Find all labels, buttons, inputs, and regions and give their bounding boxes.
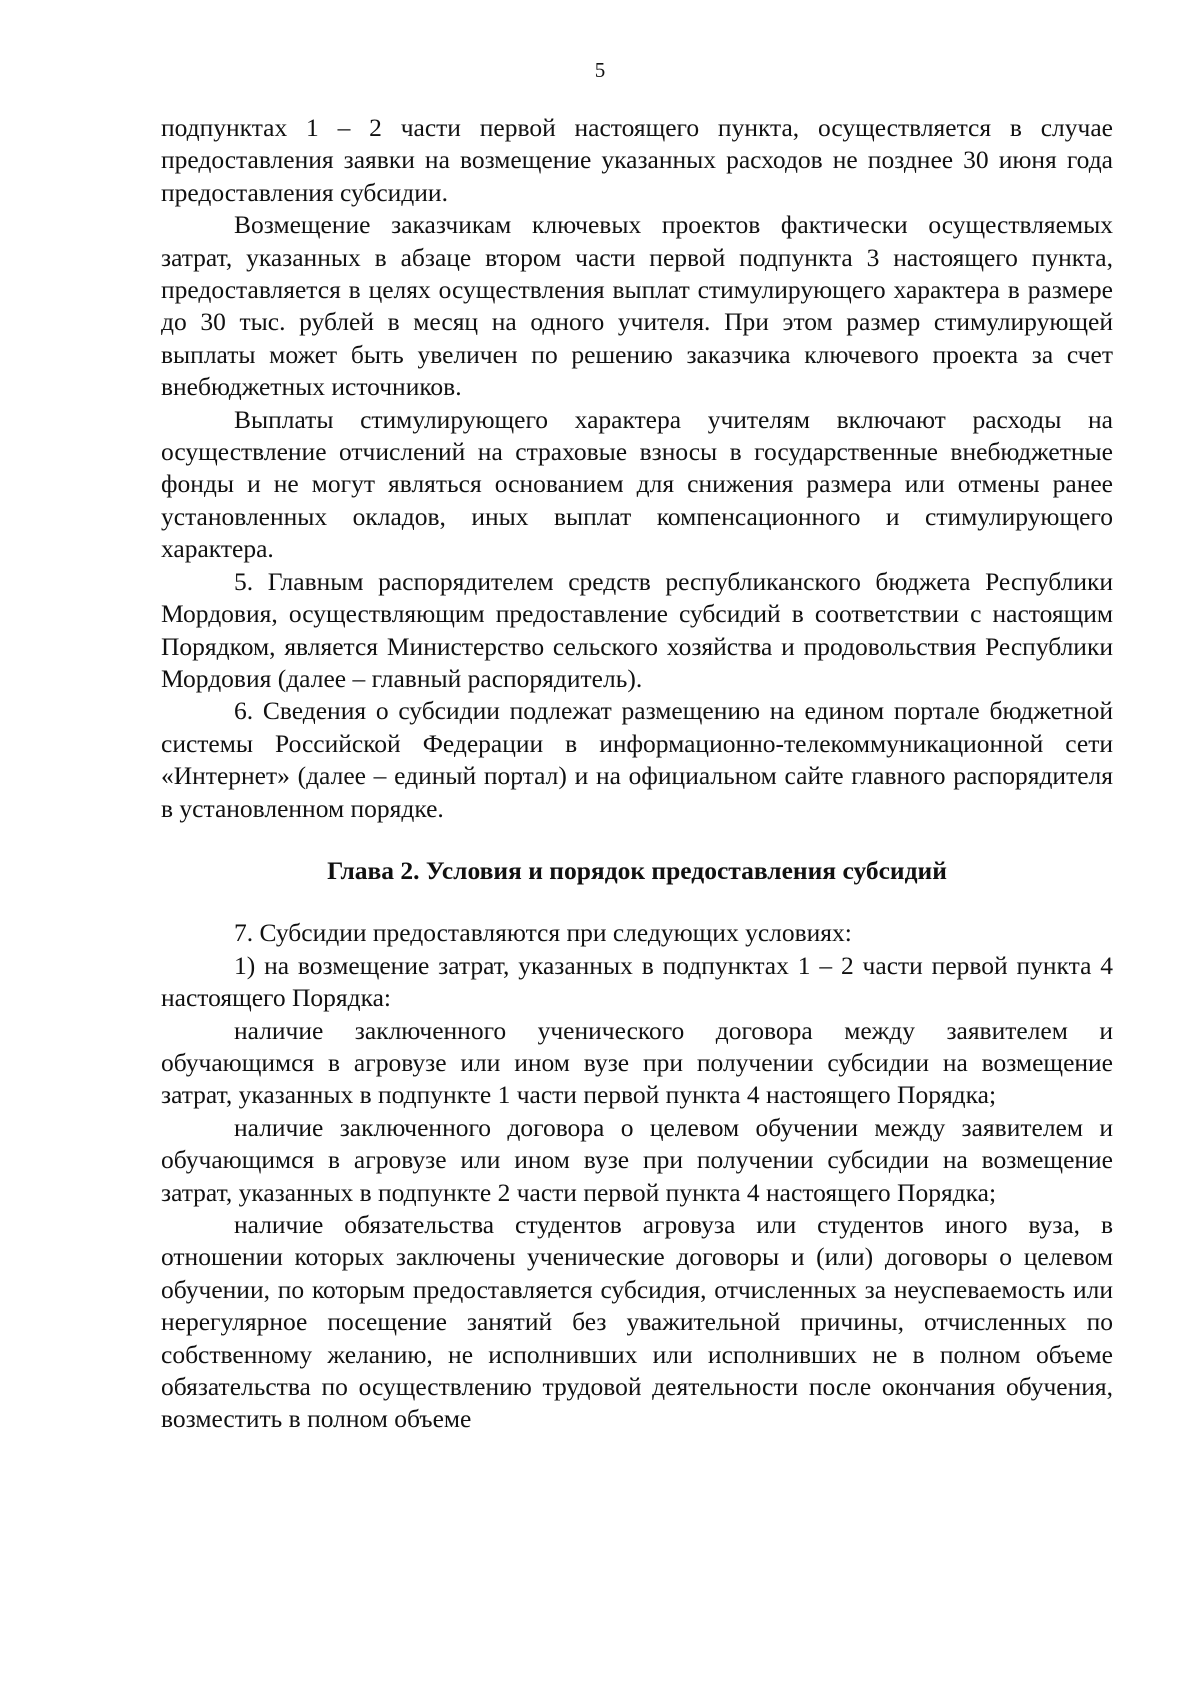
paragraph-item-5: 5. Главным распорядителем средств республиканского бюджета Республики Мордовия, осуществляющим предоставление субсидий в соответствии с настоящим Порядком, является Министерство сельского хозяйства и продовольствия Республики Мордовия (далее – главный распорядитель). xyxy=(161,566,1113,693)
paragraph-compensation: Возмещение заказчикам ключевых проектов фактически осуществляемых затрат, указанных в абзаце втором части первой подпункта 3 настоящего пункта, предоставляется в целях осуществления выплат стимулирующего характера в размере до 30 тыс. рублей в месяц на одного учителя. При этом размер стимулирующей выплаты может быть увеличен по решению заказчика ключевого проекта за счет внебюджетных источников. xyxy=(161,210,1113,402)
paragraph-subitem-1: 1) на возмещение затрат, указанных в подпунктах 1 – 2 части первой пункта 4 настоящего Порядка: xyxy=(161,950,1113,1013)
paragraph-condition-1: наличие заключенного ученического договора между заявителем и обучающимся в агровузе или ином вузе при получении субсидии на возмещение затрат, указанных в подпункте 1 части первой пункта 4 настоящего Порядка; xyxy=(161,1015,1113,1110)
paragraph-item-7: 7. Субсидии предоставляются при следующих условиях: xyxy=(234,918,852,948)
paragraph-item-6: 6. Сведения о субсидии подлежат размещению на едином портале бюджетной системы Российской Федерации в информационно-телекоммуникационной сети «Интернет» (далее – единый портал) и на официальном сайте главного распорядителя в установленном порядке. xyxy=(161,696,1113,823)
paragraph-continuation: подпунктах 1 – 2 части первой настоящего пункта, осуществляется в случае предоставления заявки на возмещение указанных расходов не позднее 30 июня года предоставления субсидии. xyxy=(161,113,1113,207)
paragraph-payments: Выплаты стимулирующего характера учителям включают расходы на осуществление отчислений на страховые взносы в государственные внебюджетные фонды и не могут являться основанием для снижения размера или отмены ранее установленных окладов, иных выплат компенсационного и стимулирующего характера. xyxy=(161,404,1113,564)
page-number: 5 xyxy=(594,58,606,82)
chapter-heading: Глава 2. Условия и порядок предоставления субсидий xyxy=(327,855,947,885)
document-body xyxy=(161,112,1113,1436)
paragraph-condition-2: наличие заключенного договора о целевом обучении между заявителем и обучающимся в агровузе или ином вузе при получении субсидии на возмещение затрат, указанных в подпункте 2 части первой пункта 4 настоящего Порядка; xyxy=(161,1112,1113,1207)
paragraph-condition-3: наличие обязательства студентов агровуза или студентов иного вуза, в отношении которых заключены ученические договоры и (или) договоры о целевом обучении, по которым предоставляется субсидия, отчисленных за неуспеваемость или нерегулярное посещение занятий без уважительной причины, отчисленных по собственному желанию, не исполнивших или исполнивших не в полном объеме обязательства по осуществлению трудовой деятельности после окончания обучения, возместить в полном объеме xyxy=(161,1210,1113,1434)
